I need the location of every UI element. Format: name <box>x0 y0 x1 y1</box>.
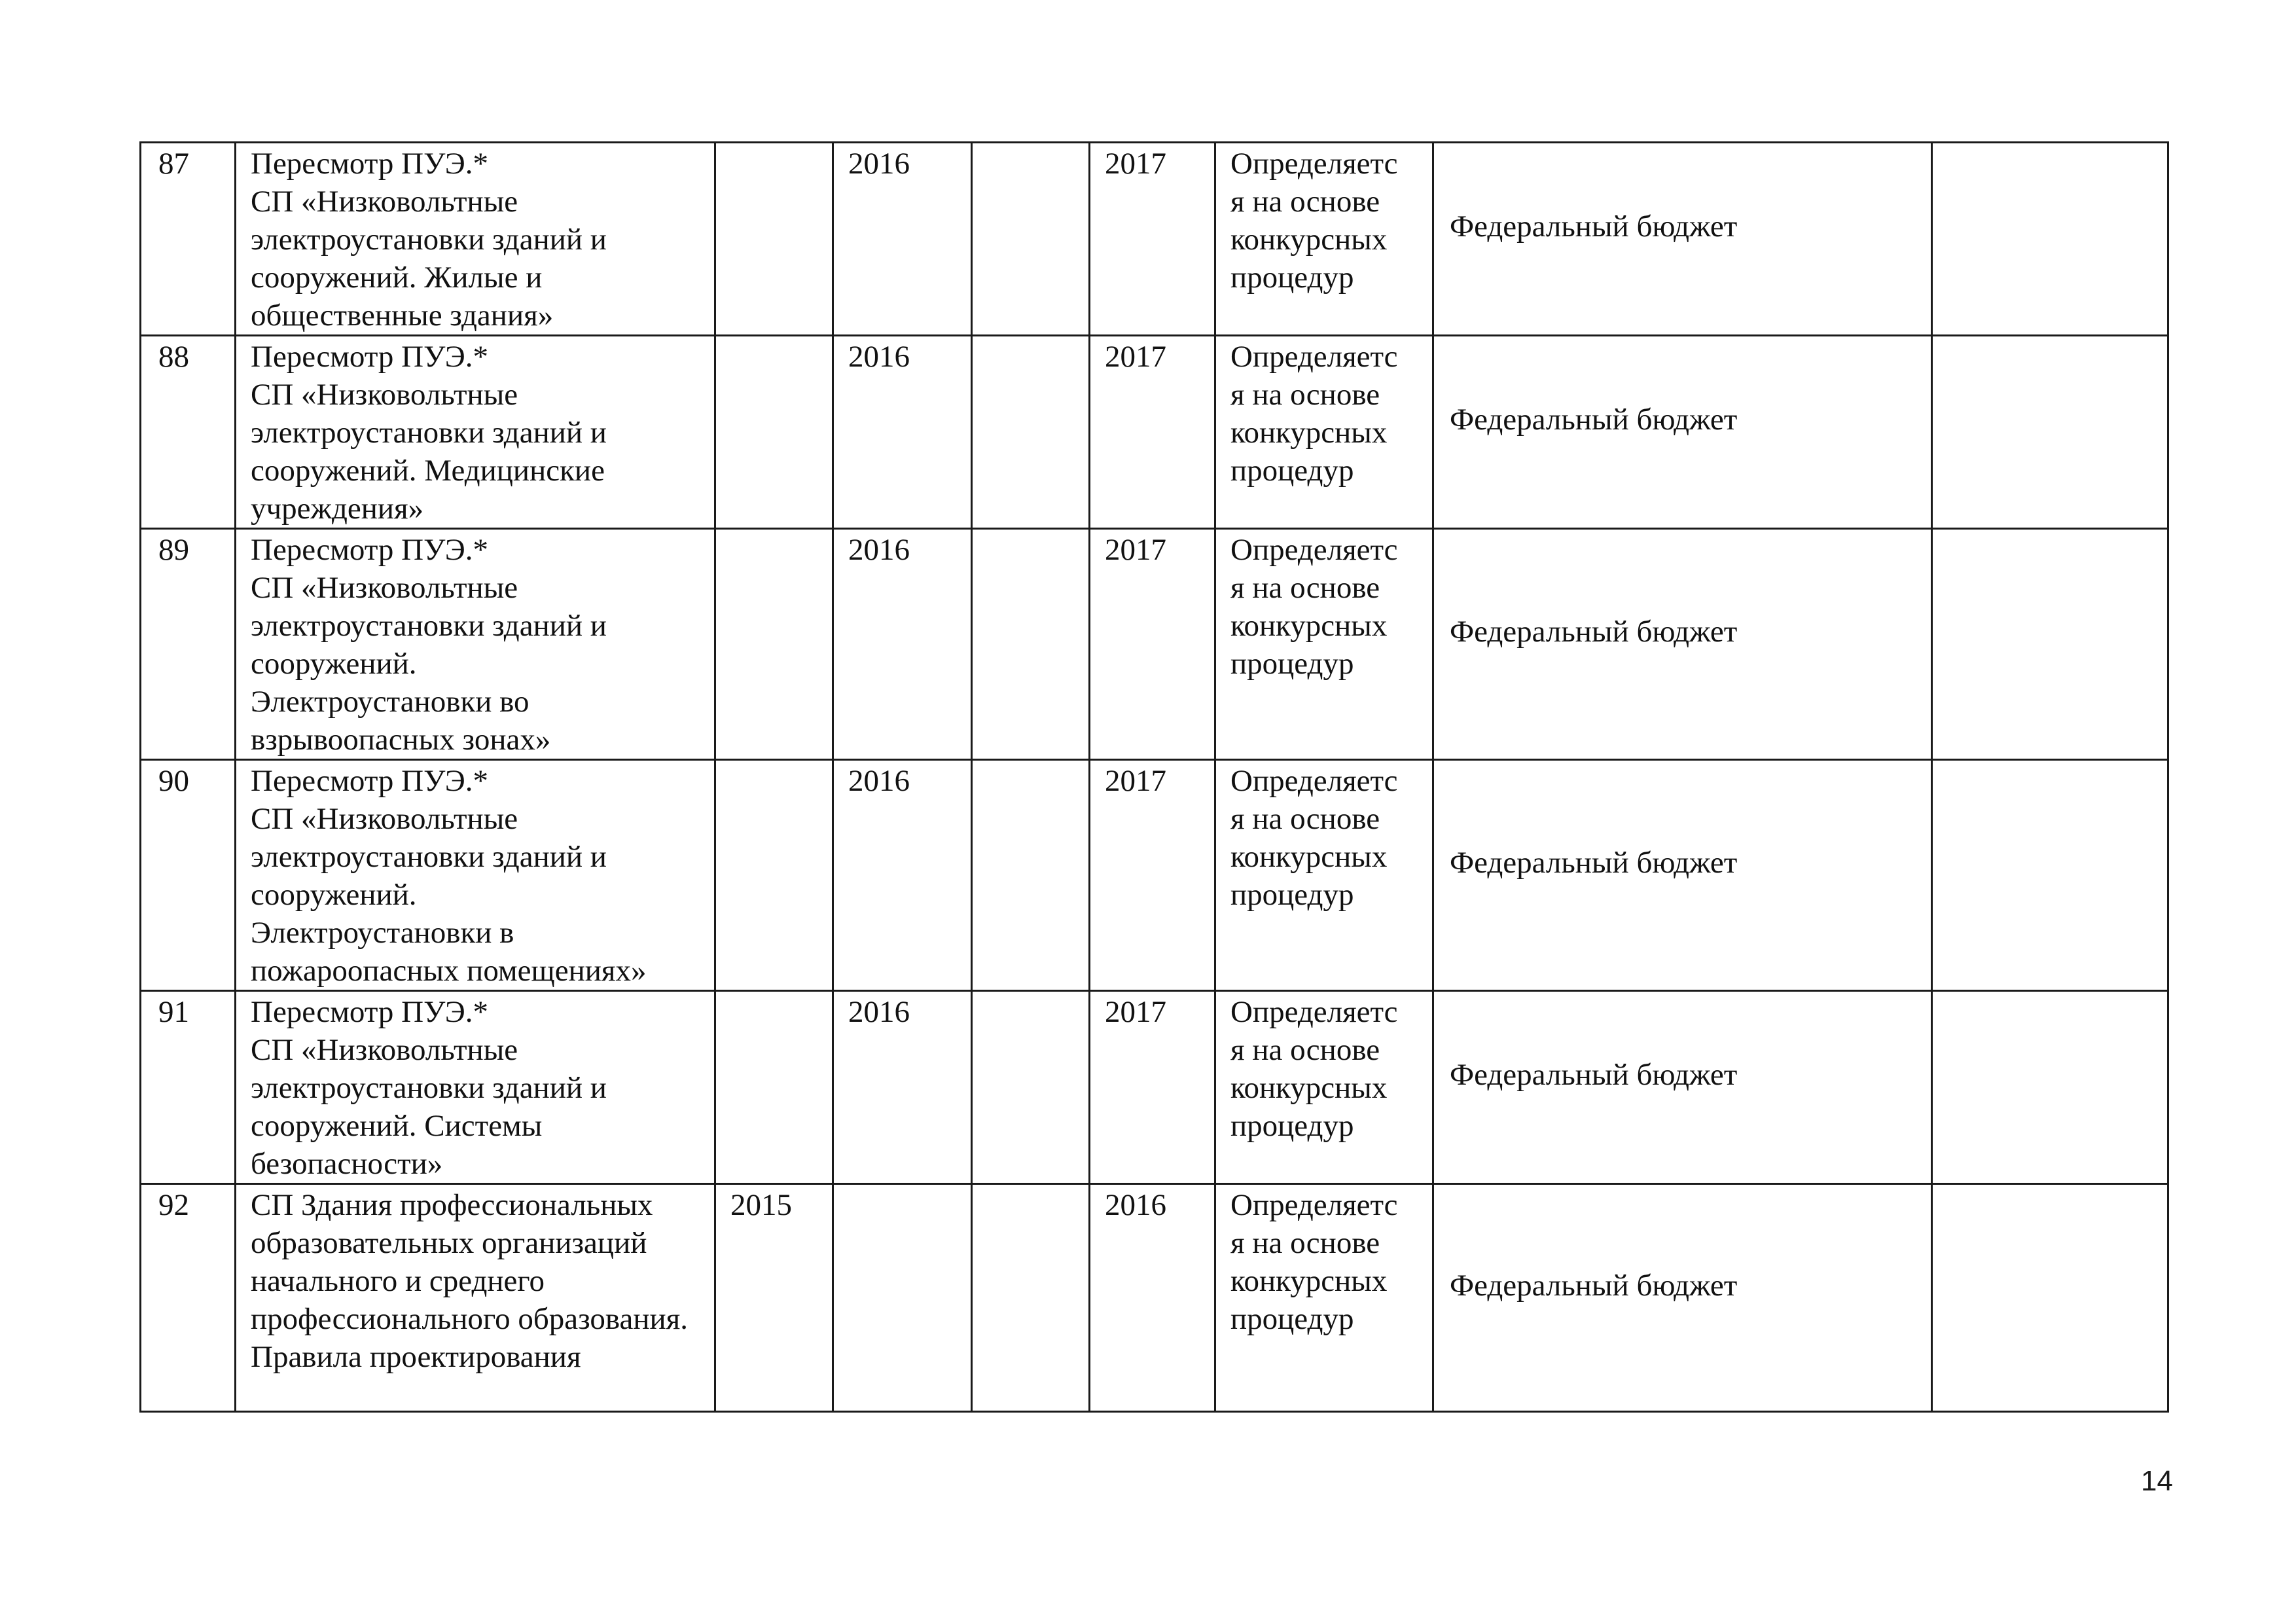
funding-source-cell <box>1433 1184 1932 1412</box>
year-cell-col4 <box>833 1184 972 1412</box>
funding-source-cell <box>1433 760 1932 991</box>
document-title-cell: Пересмотр ПУЭ.* СП «Низковольтные электроустановки зданий и сооружений. Электроустановки во взрывоопасных зонах» <box>236 529 715 760</box>
row-number-cell: 91 <box>141 991 236 1184</box>
year-cell-col4: 2016 <box>833 991 972 1184</box>
funding-source-text: Федеральный бюджет <box>1450 403 1738 437</box>
document-title-cell: Пересмотр ПУЭ.* СП «Низковольтные электроустановки зданий и сооружений. Медицинские учреждения» <box>236 336 715 529</box>
funding-source-text: Федеральный бюджет <box>1450 846 1738 880</box>
year-cell-col5 <box>972 336 1090 529</box>
document-title-cell: Пересмотр ПУЭ.* СП «Низковольтные электроустановки зданий и сооружений. Жилые и общественные здания» <box>236 143 715 336</box>
document-title-cell: СП Здания профессиональных образовательных организаций начального и среднего профессионального образования. Правила проектирования <box>236 1184 715 1412</box>
year-cell-col5 <box>972 529 1090 760</box>
year-cell-col3 <box>715 760 833 991</box>
work-plan-table <box>139 141 2169 1413</box>
year-cell-col6: 2017 <box>1090 336 1215 529</box>
year-cell-col5 <box>972 991 1090 1184</box>
table-row <box>141 143 2168 336</box>
notes-cell <box>1932 991 2168 1184</box>
funding-method-cell: Определяетс я на основе конкурсных процедур <box>1215 1184 1433 1412</box>
table-row <box>141 991 2168 1184</box>
row-number-cell: 92 <box>141 1184 236 1412</box>
notes-cell <box>1932 143 2168 336</box>
year-cell-col4: 2016 <box>833 760 972 991</box>
year-cell-col6: 2017 <box>1090 529 1215 760</box>
funding-source-text: Федеральный бюджет <box>1450 615 1738 649</box>
funding-method-cell: Определяетс я на основе конкурсных процедур <box>1215 529 1433 760</box>
year-cell-col4: 2016 <box>833 529 972 760</box>
notes-cell <box>1932 529 2168 760</box>
table-row <box>141 1184 2168 1412</box>
year-cell-col3 <box>715 143 833 336</box>
year-cell-col3: 2015 <box>715 1184 833 1412</box>
year-cell-col3 <box>715 991 833 1184</box>
table-row <box>141 336 2168 529</box>
table-row <box>141 760 2168 991</box>
funding-source-cell <box>1433 143 1932 336</box>
year-cell-col4: 2016 <box>833 143 972 336</box>
table-row <box>141 529 2168 760</box>
row-number-cell: 89 <box>141 529 236 760</box>
row-number-cell: 88 <box>141 336 236 529</box>
funding-method-cell: Определяетс я на основе конкурсных процедур <box>1215 991 1433 1184</box>
year-cell-col5 <box>972 143 1090 336</box>
page-number: 14 <box>2141 1465 2173 1497</box>
funding-source-cell <box>1433 529 1932 760</box>
notes-cell <box>1932 760 2168 991</box>
notes-cell <box>1932 1184 2168 1412</box>
funding-source-text: Федеральный бюджет <box>1450 1268 1738 1303</box>
notes-cell <box>1932 336 2168 529</box>
year-cell-col5 <box>972 1184 1090 1412</box>
year-cell-col6: 2016 <box>1090 1184 1215 1412</box>
year-cell-col6: 2017 <box>1090 991 1215 1184</box>
funding-source-text: Федеральный бюджет <box>1450 1058 1738 1092</box>
row-number-cell: 90 <box>141 760 236 991</box>
funding-method-cell: Определяетс я на основе конкурсных процедур <box>1215 336 1433 529</box>
row-number-cell: 87 <box>141 143 236 336</box>
document-title-cell: Пересмотр ПУЭ.* СП «Низковольтные электроустановки зданий и сооружений. Электроустановки в пожароопасных помещениях» <box>236 760 715 991</box>
document-title-cell: Пересмотр ПУЭ.* СП «Низковольтные электроустановки зданий и сооружений. Системы безопасности» <box>236 991 715 1184</box>
funding-method-cell: Определяетс я на основе конкурсных процедур <box>1215 143 1433 336</box>
year-cell-col6: 2017 <box>1090 760 1215 991</box>
funding-source-text: Федеральный бюджет <box>1450 209 1738 244</box>
funding-source-cell <box>1433 336 1932 529</box>
funding-source-cell <box>1433 991 1932 1184</box>
year-cell-col6: 2017 <box>1090 143 1215 336</box>
funding-method-cell: Определяетс я на основе конкурсных процедур <box>1215 760 1433 991</box>
year-cell-col5 <box>972 760 1090 991</box>
year-cell-col4: 2016 <box>833 336 972 529</box>
year-cell-col3 <box>715 529 833 760</box>
year-cell-col3 <box>715 336 833 529</box>
